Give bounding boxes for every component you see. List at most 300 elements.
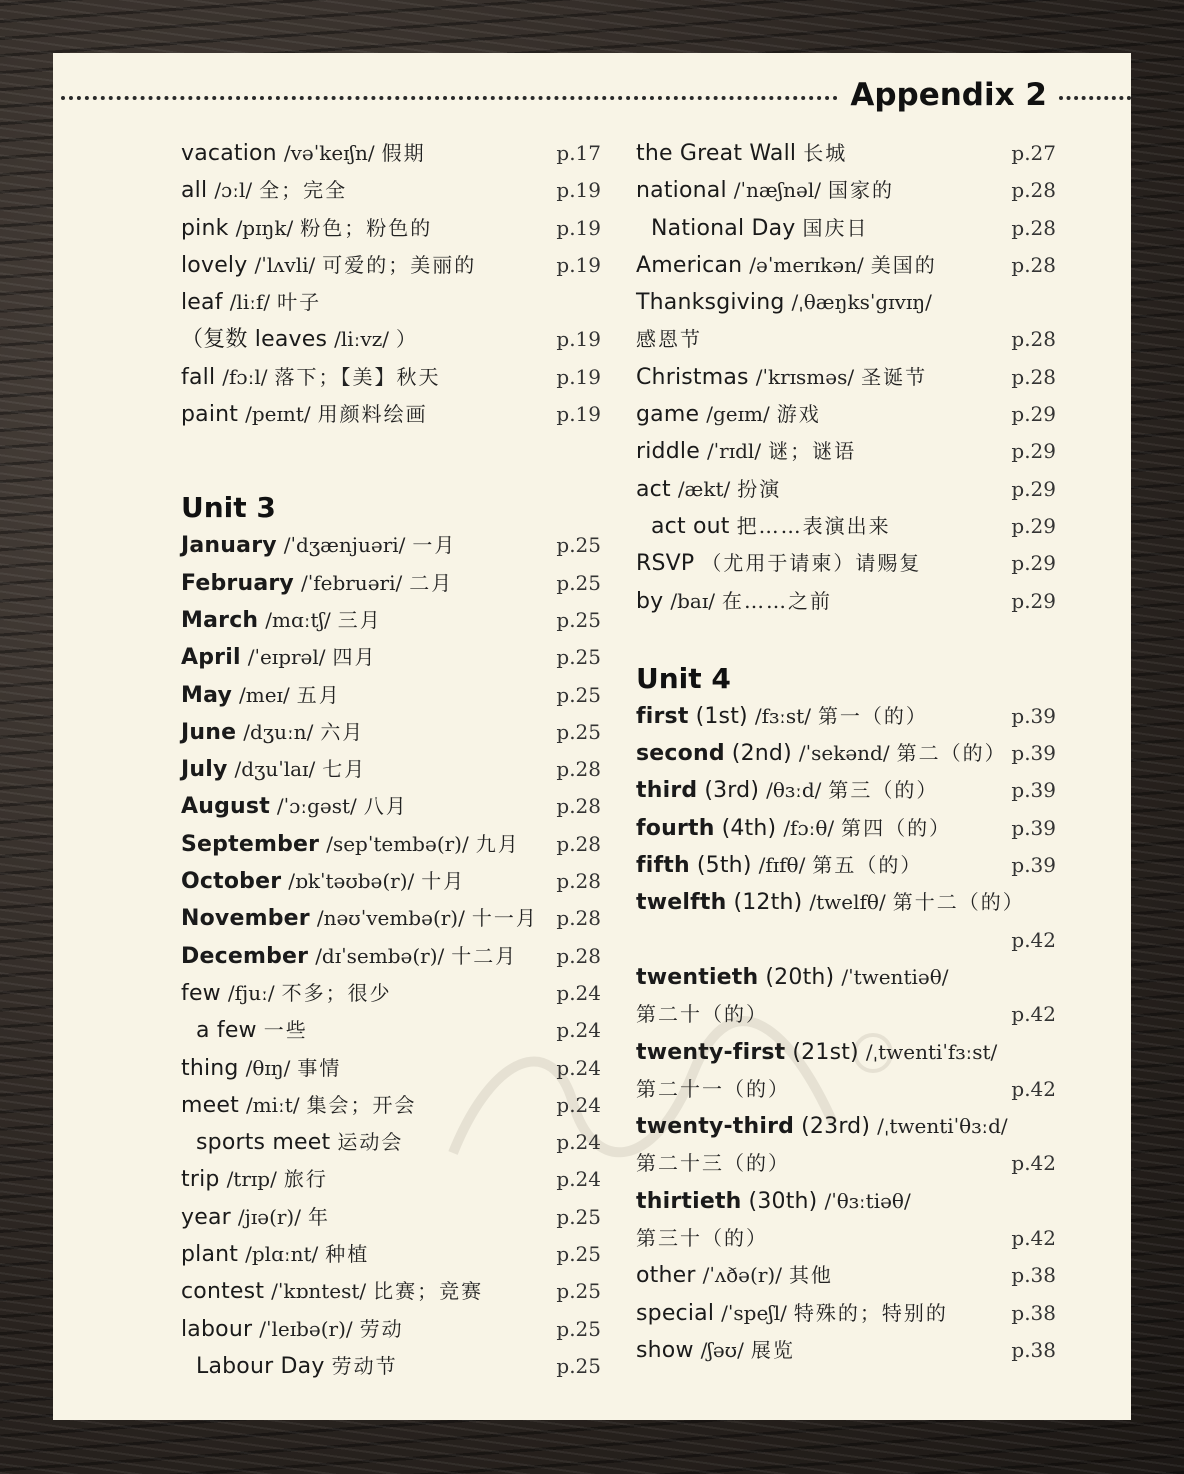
- entry-abbr: (3rd): [704, 778, 760, 804]
- entry-word: Labour Day: [196, 1353, 325, 1379]
- entry-word: Christmas: [636, 364, 749, 390]
- entry-meaning: 第二（的）: [896, 741, 1007, 766]
- entry-page-ref: p.29: [1011, 513, 1056, 538]
- entry-word: show: [636, 1337, 694, 1363]
- entry-page-ref: p.25: [556, 1242, 601, 1267]
- entry-meaning: 谜；谜语: [768, 439, 857, 464]
- entry-word: May: [181, 682, 233, 708]
- entry-meaning: 国庆日: [802, 215, 869, 240]
- vocab-entry: [636, 1145, 1056, 1182]
- entry-page-ref: p.28: [556, 794, 601, 819]
- entry-page-ref: p.39: [1011, 741, 1056, 766]
- entry-word: February: [181, 570, 294, 596]
- entry-phonetic: /ˈsekənd/: [798, 741, 890, 766]
- entry-meaning: 展览: [750, 1337, 795, 1362]
- entry-word: twenty-third: [636, 1114, 795, 1140]
- entry-page-ref: p.28: [556, 831, 601, 856]
- entry-page-ref: p.38: [1011, 1263, 1056, 1288]
- entry-phonetic: /ˌθæŋksˈgɪvɪŋ/: [791, 290, 932, 315]
- entry-word: （复数 leaves: [181, 327, 328, 353]
- entry-phonetic: /vəˈkeɪʃn/: [283, 141, 375, 165]
- entry-page-ref: p.39: [1011, 778, 1056, 803]
- entry-page-ref: p.29: [1011, 439, 1056, 464]
- entry-page-ref: p.42: [1011, 927, 1056, 952]
- entry-word: trip: [181, 1167, 220, 1193]
- entry-word: June: [181, 719, 237, 745]
- unit3-misc-list: [181, 975, 601, 1385]
- entry-abbr: (12th): [733, 890, 803, 916]
- entry-page-ref: p.25: [556, 1353, 601, 1378]
- entry-phonetic: /ˈfebruəri/: [300, 570, 403, 595]
- vocab-entry: [636, 1332, 1056, 1369]
- entry-page-ref: p.28: [1011, 178, 1056, 203]
- entry-page-ref: p.39: [1011, 703, 1056, 728]
- unit4-title: Unit 4: [636, 661, 731, 695]
- entry-meaning: 用颜料绘画: [317, 402, 428, 427]
- entry-phonetic: /ˈrɪdl/: [706, 439, 762, 464]
- vocab-entry: [636, 210, 1056, 247]
- entry-phonetic: /θɜːd/: [766, 778, 822, 803]
- entry-phonetic: /dʒuːn/: [243, 719, 314, 744]
- entry-page-ref: p.29: [1011, 476, 1056, 501]
- entry-word: April: [181, 645, 241, 671]
- entry-meaning: 扮演: [737, 476, 782, 501]
- vocab-entry: [636, 135, 1056, 172]
- entry-page-ref: p.25: [556, 1204, 601, 1229]
- entry-page-ref: p.24: [556, 980, 601, 1005]
- entry-meaning: 叶子: [277, 290, 322, 315]
- entry-meaning: 劳动: [359, 1316, 404, 1341]
- entry-phonetic: /plɑːnt/: [245, 1242, 319, 1267]
- entry-page-ref: p.19: [556, 215, 601, 240]
- entry-page-ref: p.42: [1011, 1151, 1056, 1176]
- entry-phonetic: /ˈleɪbə(r)/: [259, 1316, 353, 1341]
- vocab-entry: [181, 135, 601, 172]
- entry-phonetic: /geɪm/: [706, 402, 770, 427]
- vocab-entry: [181, 1050, 601, 1087]
- entry-word: leaf: [181, 290, 223, 316]
- left-column: [181, 135, 601, 1385]
- entry-page-ref: p.19: [556, 178, 601, 203]
- entry-page-ref: p.19: [556, 364, 601, 389]
- entry-word: few: [181, 980, 221, 1006]
- vocab-entry: [636, 1071, 1056, 1108]
- entry-abbr: (2nd): [731, 741, 792, 767]
- vocab-entry: [636, 772, 1056, 809]
- vocab-entry: [636, 1034, 1056, 1071]
- entry-phonetic: /ʃəʊ/: [700, 1337, 744, 1362]
- entry-phonetic: /fɪfθ/: [758, 853, 806, 878]
- entry-word: meet: [181, 1092, 239, 1118]
- vocab-entry: [181, 788, 601, 825]
- vocab-entry: [181, 602, 601, 639]
- vocab-entry: [181, 359, 601, 396]
- entry-meaning: 五月: [296, 682, 341, 707]
- entry-meaning: 特殊的；特别的: [793, 1300, 948, 1325]
- entry-page-ref: p.24: [556, 1130, 601, 1155]
- dotted-leader-right: [1059, 96, 1131, 100]
- vocab-entry: [181, 938, 601, 975]
- entry-page-ref: p.24: [556, 1018, 601, 1043]
- entry-word: March: [181, 607, 259, 633]
- vocab-entry: [636, 284, 1056, 321]
- vocab-entry: [636, 922, 1056, 959]
- entry-meaning: 落下；【美】秋天: [274, 364, 441, 389]
- vocab-entry: [181, 396, 601, 433]
- entry-page-ref: p.28: [1011, 327, 1056, 352]
- entry-page-ref: p.24: [556, 1055, 601, 1080]
- page-title: Appendix 2: [850, 77, 1047, 113]
- vocab-entry: [636, 433, 1056, 470]
- entry-word: a few: [196, 1018, 257, 1044]
- entry-word: twelfth: [636, 890, 727, 916]
- entry-phonetic: /pɪŋk/: [235, 215, 294, 240]
- vocab-entry: [636, 959, 1056, 996]
- vocab-entry: [181, 1273, 601, 1310]
- entry-abbr: (5th): [696, 853, 752, 879]
- entry-meaning: 第一（的）: [817, 703, 928, 728]
- entry-phonetic: /peɪnt/: [245, 402, 311, 427]
- vocab-entry: [181, 1087, 601, 1124]
- entry-word: twenty-first: [636, 1039, 786, 1065]
- entry-word: act: [636, 476, 671, 502]
- entry-phonetic: /fɔːl/: [222, 364, 268, 389]
- vocab-entry: [636, 471, 1056, 508]
- entry-phonetic: /miːt/: [245, 1092, 300, 1117]
- entry-phonetic: /ækt/: [677, 476, 731, 501]
- vocab-entry: [636, 884, 1056, 921]
- entry-word: other: [636, 1263, 696, 1289]
- entry-meaning: 十二月: [451, 943, 518, 968]
- entry-page-ref: p.42: [1011, 1226, 1056, 1251]
- entry-phonetic: /liːvz/: [334, 327, 389, 352]
- vocab-entry: [636, 1257, 1056, 1294]
- entry-page-ref: p.39: [1011, 815, 1056, 840]
- entry-phonetic: /dɪˈsembə(r)/: [315, 943, 445, 968]
- entry-page-ref: p.27: [1011, 141, 1056, 165]
- entry-page-ref: p.39: [1011, 853, 1056, 878]
- vocab-entry: [636, 545, 1056, 582]
- entry-meaning: 在……之前: [722, 588, 832, 613]
- entry-word: November: [181, 906, 310, 932]
- entry-meaning: 其他: [788, 1263, 833, 1288]
- entry-meaning: 三月: [337, 607, 382, 632]
- entry-meaning: 年: [307, 1204, 330, 1229]
- entry-word: lovely: [181, 252, 248, 278]
- entry-meaning: 第三十（的）: [636, 1226, 768, 1251]
- entry-page-ref: p.28: [1011, 215, 1056, 240]
- entry-phonetic: /trɪp/: [226, 1167, 277, 1192]
- entry-phonetic: /ˈɔːgəst/: [276, 794, 357, 819]
- entry-phonetic: /twelfθ/: [809, 890, 886, 915]
- entry-word: labour: [181, 1316, 253, 1342]
- entry-meaning: 全；完全: [259, 178, 348, 203]
- entry-abbr: (23rd): [801, 1114, 871, 1140]
- vocab-entry: [181, 527, 601, 564]
- entry-meaning: 游戏: [776, 402, 821, 427]
- entry-meaning: 第二十（的）: [636, 1002, 768, 1027]
- entry-phonetic: /ˈnæʃnəl/: [733, 178, 821, 203]
- entry-word: RSVP: [636, 551, 695, 577]
- vocab-entry: [636, 1108, 1056, 1145]
- entry-word: twentieth: [636, 964, 759, 990]
- entry-page-ref: p.25: [556, 1316, 601, 1341]
- vocab-entry: [636, 810, 1056, 847]
- entry-page-ref: p.28: [556, 869, 601, 894]
- entry-page-ref: p.19: [556, 402, 601, 427]
- entry-phonetic: /θɪŋ/: [245, 1055, 291, 1080]
- left-top-list: [181, 135, 601, 433]
- entry-page-ref: p.25: [556, 533, 601, 558]
- entry-word: third: [636, 778, 698, 804]
- entry-page-ref: p.25: [556, 682, 601, 707]
- entry-word: second: [636, 741, 725, 767]
- unit3-month-list: [181, 527, 601, 975]
- entry-word: first: [636, 703, 689, 729]
- vocab-entry: [181, 1311, 601, 1348]
- vocab-entry: [181, 1199, 601, 1236]
- entry-word: September: [181, 831, 320, 857]
- entry-phonetic: /fjuː/: [227, 980, 275, 1005]
- vocab-entry: [181, 826, 601, 863]
- entry-meaning: 假期: [381, 141, 426, 165]
- entry-phonetic: /liːf/: [229, 290, 271, 315]
- entry-page-ref: p.29: [1011, 588, 1056, 613]
- entry-word: national: [636, 178, 727, 204]
- entry-meaning: 感恩节: [636, 327, 702, 352]
- entry-meaning: 第十二（的）: [892, 890, 1025, 915]
- entry-page-ref: p.28: [1011, 364, 1056, 389]
- unit4-ordinal-list: [636, 698, 1056, 1257]
- entry-page-ref: p.28: [1011, 252, 1056, 277]
- entry-phonetic: /sepˈtembə(r)/: [326, 831, 469, 856]
- entry-page-ref: p.24: [556, 1167, 601, 1192]
- entry-phonetic: /jɪə(r)/: [237, 1204, 301, 1229]
- entry-word: paint: [181, 402, 239, 428]
- entry-page-ref: p.25: [556, 719, 601, 744]
- entry-page-ref: p.42: [1011, 1076, 1056, 1101]
- entry-word: Thanksgiving: [636, 290, 785, 316]
- entry-page-ref: p.19: [556, 327, 601, 352]
- entry-word: pink: [181, 215, 229, 241]
- entry-phonetic: /ˈspeʃl/: [721, 1300, 787, 1325]
- vocab-entry: [181, 1161, 601, 1198]
- vocab-entry: [636, 583, 1056, 620]
- entry-word: special: [636, 1300, 715, 1326]
- entry-meaning: 集会；开会: [306, 1092, 417, 1117]
- entry-meaning: 七月: [322, 757, 367, 782]
- entry-phonetic: /baɪ/: [670, 588, 715, 613]
- vocab-entry: [181, 975, 601, 1012]
- entry-word: game: [636, 402, 700, 428]
- entry-word: fourth: [636, 815, 715, 841]
- entry-phonetic: /mɑːtʃ/: [265, 607, 331, 632]
- vocab-entry: [181, 247, 601, 284]
- vocab-entry: [636, 735, 1056, 772]
- vocab-entry: [181, 565, 601, 602]
- vocab-entry: [181, 863, 601, 900]
- entry-meaning: 九月: [475, 831, 520, 856]
- entry-page-ref: p.17: [556, 141, 601, 165]
- entry-meaning: 运动会: [337, 1130, 404, 1155]
- unit3-title: Unit 3: [181, 491, 276, 525]
- entry-word: August: [181, 794, 270, 820]
- vocab-entry: [181, 1348, 601, 1385]
- entry-page-ref: p.25: [556, 570, 601, 595]
- entry-page-ref: p.25: [556, 607, 601, 632]
- vocab-entry: [636, 1183, 1056, 1220]
- entry-phonetic: /ˌtwentiˈfɜːst/: [865, 1039, 998, 1064]
- entry-page-ref: p.19: [556, 252, 601, 277]
- entry-phonetic: /dʒuˈlaɪ/: [234, 757, 316, 782]
- entry-word: by: [636, 588, 664, 614]
- entry-meaning: 长城: [803, 141, 848, 165]
- entry-meaning: 十一月: [471, 906, 538, 931]
- vocab-entry: [636, 359, 1056, 396]
- page-header: [61, 73, 1131, 117]
- entry-phonetic: /ˈkɒntest/: [271, 1279, 367, 1304]
- entry-word: fifth: [636, 853, 690, 879]
- entry-phonetic: /ˌtwentiˈθɜːd/: [877, 1114, 1008, 1139]
- entry-meaning: （尤用于请柬）请赐复: [701, 551, 922, 576]
- entry-word: the Great Wall: [636, 141, 797, 166]
- entry-page-ref: p.28: [556, 757, 601, 782]
- entry-meaning: ）: [395, 327, 418, 352]
- entry-meaning: 粉色；粉色的: [300, 215, 433, 240]
- entry-meaning: 第二十三（的）: [636, 1151, 790, 1176]
- entry-meaning: 把……表演出来: [736, 513, 891, 538]
- entry-phonetic: /ˈdʒænjuəri/: [283, 533, 406, 558]
- entry-meaning: 第四（的）: [841, 815, 952, 840]
- entry-word: sports meet: [196, 1130, 331, 1156]
- entry-page-ref: p.38: [1011, 1300, 1056, 1325]
- vocab-entry: [636, 698, 1056, 735]
- entry-word: thing: [181, 1055, 239, 1081]
- entry-word: July: [181, 757, 228, 783]
- vocab-entry: [181, 1236, 601, 1273]
- vocab-entry: [181, 1012, 601, 1049]
- entry-page-ref: p.42: [1011, 1002, 1056, 1027]
- entry-word: plant: [181, 1242, 239, 1268]
- entry-meaning: 第二十一（的）: [636, 1076, 790, 1101]
- entry-meaning: 可爱的；美丽的: [322, 252, 477, 277]
- entry-meaning: 一月: [412, 533, 457, 558]
- entry-meaning: 种植: [325, 1242, 370, 1267]
- right-top-list: [636, 135, 1056, 620]
- entry-word: riddle: [636, 439, 700, 465]
- vocab-entry: [181, 639, 601, 676]
- entry-page-ref: p.28: [556, 906, 601, 931]
- entry-meaning: 一些: [263, 1018, 308, 1043]
- entry-word: contest: [181, 1279, 265, 1305]
- entry-phonetic: /ɒkˈtəʊbə(r)/: [288, 869, 415, 894]
- entry-page-ref: p.25: [556, 1279, 601, 1304]
- entry-meaning: 六月: [320, 719, 365, 744]
- entry-meaning: 二月: [409, 570, 454, 595]
- entry-abbr: (21st): [792, 1039, 859, 1065]
- entry-meaning: 四月: [332, 645, 377, 670]
- entry-phonetic: /fɔːθ/: [783, 815, 835, 840]
- vocab-entry: [181, 1124, 601, 1161]
- entry-abbr: (1st): [695, 703, 748, 729]
- entry-word: National Day: [651, 215, 796, 241]
- entry-meaning: 美国的: [870, 252, 937, 277]
- entry-abbr: (30th): [748, 1188, 818, 1214]
- entry-meaning: 劳动节: [331, 1353, 398, 1378]
- entry-word: year: [181, 1204, 231, 1230]
- vocab-entry: [181, 714, 601, 751]
- vocab-entry: [181, 900, 601, 937]
- right-column: [636, 135, 1056, 1369]
- entry-phonetic: /ˈtwentiəθ/: [841, 964, 949, 989]
- vocab-entry: [181, 321, 601, 358]
- entry-phonetic: /ˈlʌvli/: [254, 252, 316, 277]
- vocab-entry: [636, 396, 1056, 433]
- entry-word: fall: [181, 364, 216, 390]
- entry-phonetic: /nəʊˈvembə(r)/: [316, 906, 465, 931]
- entry-page-ref: p.38: [1011, 1337, 1056, 1362]
- vocab-entry: [636, 1220, 1056, 1257]
- entry-phonetic: /meɪ/: [239, 682, 290, 707]
- entry-meaning: 第三（的）: [828, 778, 939, 803]
- vocab-entry: [636, 996, 1056, 1033]
- entry-phonetic: /fɜːst/: [754, 703, 811, 728]
- vocab-entry: [636, 1295, 1056, 1332]
- entry-abbr: (4th): [721, 815, 777, 841]
- entry-phonetic: /ˈeɪprəl/: [247, 645, 326, 670]
- entry-phonetic: /ˈkrɪsməs/: [755, 364, 855, 389]
- dotted-leader-left: [61, 96, 838, 100]
- entry-meaning: 不多；很少: [281, 980, 392, 1005]
- vocab-entry: [181, 172, 601, 209]
- entry-meaning: 八月: [363, 794, 408, 819]
- entry-word: January: [181, 533, 277, 559]
- entry-page-ref: p.29: [1011, 402, 1056, 427]
- entry-meaning: 第五（的）: [812, 853, 923, 878]
- entry-phonetic: /ɔːl/: [214, 178, 253, 203]
- entry-phonetic: /əˈmerɪkən/: [749, 252, 864, 277]
- vocab-entry: [636, 172, 1056, 209]
- entry-phonetic: /ˈθɜːtiəθ/: [824, 1188, 911, 1213]
- entry-abbr: (20th): [765, 964, 835, 990]
- appendix-page: [53, 53, 1131, 1420]
- entry-meaning: 十月: [421, 869, 466, 894]
- entry-word: December: [181, 943, 309, 969]
- entry-page-ref: p.28: [556, 943, 601, 968]
- entry-meaning: 事情: [297, 1055, 342, 1080]
- vocab-entry: [181, 210, 601, 247]
- entry-meaning: 圣诞节: [861, 364, 928, 389]
- vocab-entry: [181, 284, 601, 321]
- entry-page-ref: p.25: [556, 645, 601, 670]
- entry-word: vacation: [181, 141, 277, 166]
- entry-page-ref: p.24: [556, 1092, 601, 1117]
- vocab-entry: [181, 751, 601, 788]
- vocab-entry: [636, 321, 1056, 358]
- vocab-entry: [636, 247, 1056, 284]
- entry-meaning: 国家的: [827, 178, 894, 203]
- vocab-entry: [181, 677, 601, 714]
- vocab-entry: [636, 508, 1056, 545]
- entry-word: act out: [651, 513, 730, 539]
- entry-word: thirtieth: [636, 1188, 742, 1214]
- entry-meaning: 比赛；竞赛: [373, 1279, 484, 1304]
- entry-word: American: [636, 252, 743, 278]
- entry-meaning: 旅行: [283, 1167, 328, 1192]
- entry-word: October: [181, 869, 282, 895]
- vocab-entry: [636, 847, 1056, 884]
- entry-page-ref: p.29: [1011, 551, 1056, 576]
